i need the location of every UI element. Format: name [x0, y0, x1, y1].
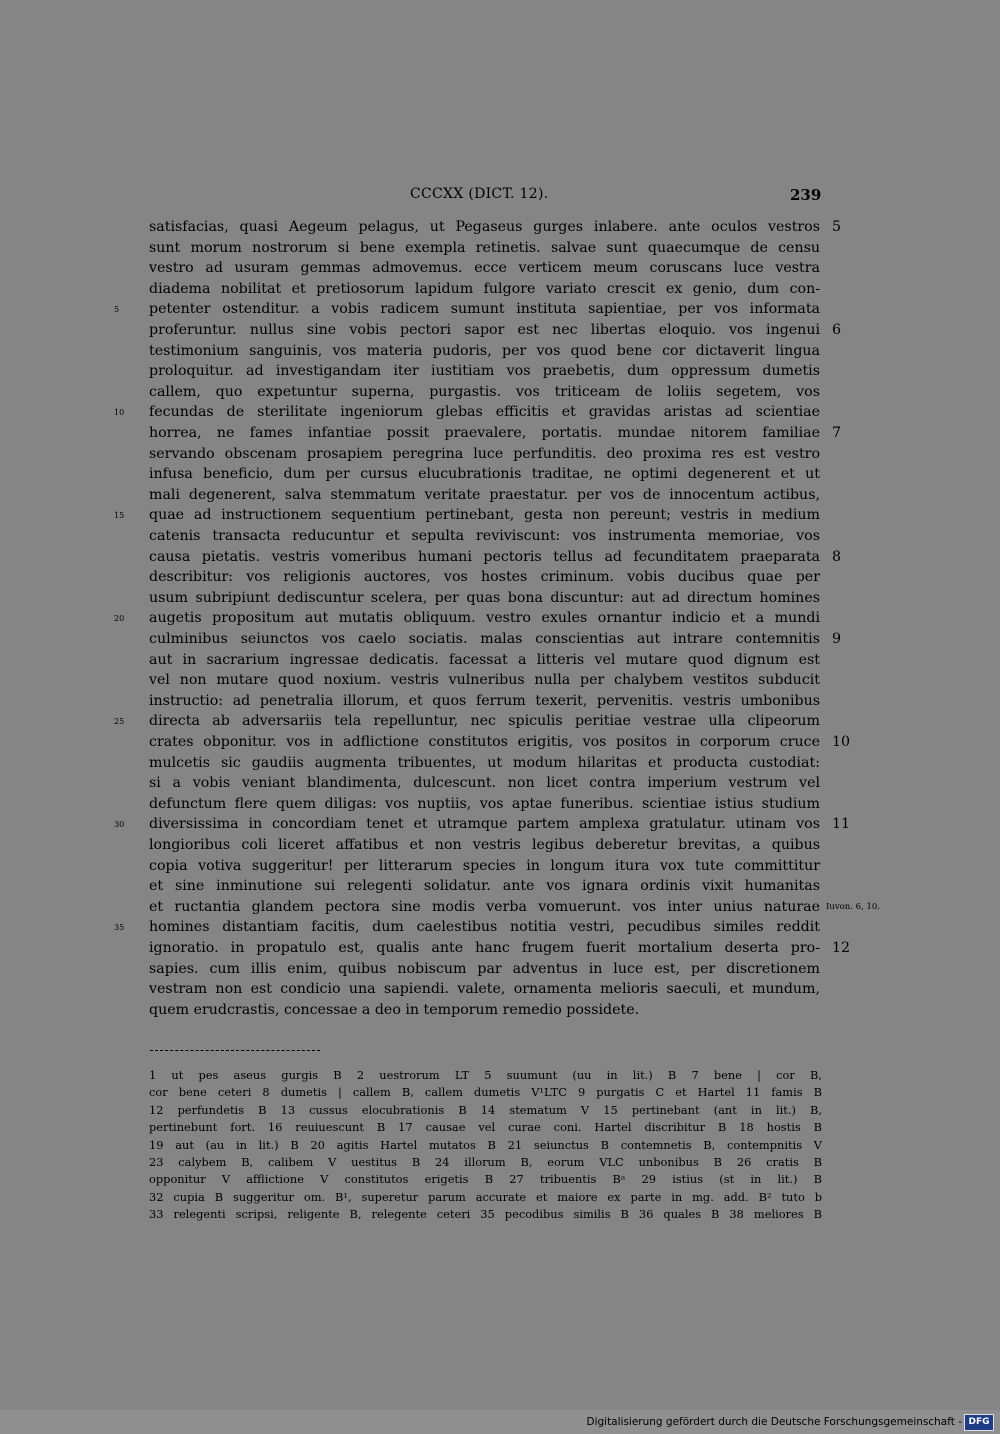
- section-number: 9: [832, 631, 842, 647]
- text-line: fecundas de sterilitate ingeniorum glebas efficitis et gravidas aristas ad scientiae: [149, 404, 820, 421]
- apparatus-line: 23 calybem B, calibem V uestitus B 24 illorum B, eorum VLC unbonibus B 26 cratis B: [149, 1155, 822, 1169]
- section-number: 11: [832, 816, 851, 833]
- text-line: diadema nobilitat et pretiosorum lapidum fulgore variato crescit ex genio, dum con-: [149, 280, 820, 297]
- apparatus-line: 33 relegenti scripsi, religente B, relegente ceteri 35 pecodibus similis B 36 quales B 38 meliores B: [149, 1207, 822, 1222]
- text-line: homines distantiam facitis, dum caelestibus notitia vestri, pecudibus similes reddit: [149, 919, 820, 936]
- line-number: 5: [114, 305, 120, 315]
- text-line: mulcetis sic gaudiis augmenta tribuentes, ut modum hilaritas et producta custodiat:: [149, 754, 820, 771]
- text-line: si a vobis veniant blandimenta, dulcescunt. non licet contra imperium vestrum vel: [149, 775, 820, 792]
- apparatus-line: 1 ut pes aseus gurgis B 2 uestrorum LT 5 suumunt (uu in lit.) B 7 bene | cor B,: [149, 1068, 822, 1082]
- section-number: 8: [832, 548, 842, 565]
- text-line: crates obponitur. vos in adflictione constitutos erigitis, vos positos in corporum cruce: [149, 734, 820, 750]
- text-line: vestro ad usuram gemmas admovemus. ecce verticem meum coruscans luce vestra: [149, 260, 820, 277]
- line-number: 25: [114, 717, 125, 727]
- text-line: instructio: ad penetralia illorum, et quos ferrum texerit, pervenitis. vestris umbonibus: [149, 692, 820, 709]
- text-line: infusa beneficio, dum per cursus elucubrationis traditae, ne optimi degenerent et ut: [149, 466, 820, 483]
- apparatus-line: 19 aut (au in lit.) B 20 agitis Hartel mutatos B 21 seiunctus B contemnetis B, contempnitis V: [149, 1137, 822, 1152]
- text-line: sunt morum nostrorum si bene exempla retinetis. salvae sunt quaecumque de censu: [149, 239, 820, 256]
- line-number: 20: [114, 614, 125, 624]
- section-number: 10: [832, 734, 851, 750]
- page-number: 239: [790, 186, 822, 204]
- apparatus-line: 32 cupia B suggeritur om. B¹, superetur parum accurate et maiore ex parte in mg. add. B² tuto b: [149, 1189, 822, 1204]
- text-line: ignoratio. in propatulo est, qualis ante hanc frugem fuerit mortalium deserta pro-: [149, 940, 820, 956]
- text-line: satisfacias, quasi Aegeum pelagus, ut Pegaseus gurges inlabere. ante oculos vestros: [149, 219, 820, 235]
- section-number: 5: [832, 219, 842, 235]
- text-line: augetis propositum aut mutatis obliquum. vestro exules ornantur indicio et a mundi: [149, 610, 820, 627]
- text-line: proferuntur. nullus sine vobis pectori sapor est nec libertas eloquio. vos ingenui: [149, 322, 820, 338]
- text-line: describitur: vos religionis auctores, vos hostes criminum. vobis ducibus quae per: [149, 569, 820, 586]
- line-number: 10: [114, 408, 125, 418]
- text-line: copia votiva suggeritur! per litterarum species in longum itura vox tute committitur: [149, 857, 820, 874]
- text-line: catenis transacta reducuntur et sepulta reviviscunt: vos instrumenta memoriae, vos: [149, 528, 820, 544]
- text-line: aut in sacrarium ingressae dedicatis. facessat a litteris vel mutare quod dignum est: [149, 651, 820, 668]
- text-line: testimonium sanguinis, vos materia pudoris, per vos quod bene cor dictaverit lingua: [149, 342, 820, 359]
- text-line: et sine inminutione sui relegenti solidatur. ante vos ignara ordinis vixit humanitas: [149, 878, 820, 895]
- text-line: mali degenerent, salva stemmatum veritate praestatur. per vos de innocentum actibus,: [149, 486, 820, 503]
- text-line: quem erudcrastis, concessae a deo in temporum remedio possidete.: [149, 1001, 640, 1018]
- text-line: diversissima in concordiam tenet et utramque partem amplexa gratulatur. utinam vos: [149, 816, 820, 833]
- dfg-logo: DFG: [964, 1414, 994, 1431]
- text-line: vestram non est condicio una sapiendi. valete, ornamenta melioris saeculi, et mundum,: [149, 981, 820, 998]
- funding-notice: Digitalisierung gefördert durch die Deutsche Forschungsgemeinschaft -: [586, 1416, 962, 1428]
- section-number: 7: [832, 425, 842, 441]
- text-line: horrea, ne fames infantiae possit praevalere, portatis. mundae nitorem familiae: [149, 425, 820, 441]
- apparatus-line: 12 perfundetis B 13 cussus elocubrationis B 14 stematum V 15 pertinebant (ant in lit.) B,: [149, 1102, 822, 1117]
- text-line: defunctum flere quem diligas: vos nuptiis, vos aptae funeribus. scientiae istius studium: [149, 795, 820, 812]
- text-line: et ructantia glandem pectora sine modis verba vomuerunt. vos inter unius naturae: [149, 898, 820, 915]
- text-line: causa pietatis. vestris vomeribus humani pectoris tellus ad fecunditatem praeparata: [149, 548, 820, 565]
- text-line: servando obscenam prosapiem peregrina luce perfunditis. deo proxima res est vestro: [149, 445, 820, 462]
- text-line: usum subripiunt dediscuntur scelera, per quas bona discuntur: aut ad directum homines: [149, 589, 820, 606]
- text-line: petenter ostenditur. a vobis radicem sumunt instituta sapientiae, per vos informata: [149, 301, 820, 318]
- reference-note: Iuvon. 6, 10.: [826, 901, 880, 912]
- running-title: CCCXX (DICT. 12).: [410, 186, 549, 202]
- apparatus-line: pertinebunt fort. 16 reuiuescunt B 17 causae vel curae coni. Hartel discribitur B 18 hostis B: [149, 1120, 822, 1135]
- section-number: 12: [832, 940, 851, 956]
- text-line: culminibus seiunctos vos caelo sociatis. malas conscientias aut intrare contemnitis: [149, 631, 820, 647]
- text-line: vel non mutare quod noxium. vestris vulneribus nulla per chalybem vestitos subducit: [149, 672, 820, 689]
- section-number: 6: [832, 322, 842, 338]
- text-line: quae ad instructionem sequentium pertinebant, gesta non pereunt; vestris in medium: [149, 507, 820, 524]
- text-line: sapies. cum illis enim, quibus nobiscum par adventus in luce est, per discretionem: [149, 960, 820, 977]
- apparatus-divider: [150, 1050, 320, 1052]
- line-number: 15: [114, 511, 125, 521]
- line-number: 35: [114, 923, 125, 933]
- text-line: longioribus coli liceret affatibus et non vestris legibus deberetur brevitas, a quibus: [149, 837, 820, 853]
- text-line: proloquitur. ad investigandam iter iustitiam vos praebetis, dum oppressum dumetis: [149, 363, 820, 380]
- text-line: directa ab adversariis tela repelluntur, nec spiculis peritiae vestrae ulla clipeorum: [149, 713, 820, 730]
- text-line: callem, quo expetuntur superna, purgastis. vos triticeam de loliis segetem, vos: [149, 383, 820, 400]
- apparatus-line: opponitur V afflictione V constitutos erigetis B 27 tribuentis Bᵃ 29 istius (st in lit.) B: [149, 1172, 822, 1187]
- line-number: 30: [114, 820, 125, 830]
- apparatus-line: cor bene ceteri 8 dumetis | callem B, callem dumetis V¹LTC 9 purgatis C et Hartel 11 famis B: [149, 1085, 822, 1100]
